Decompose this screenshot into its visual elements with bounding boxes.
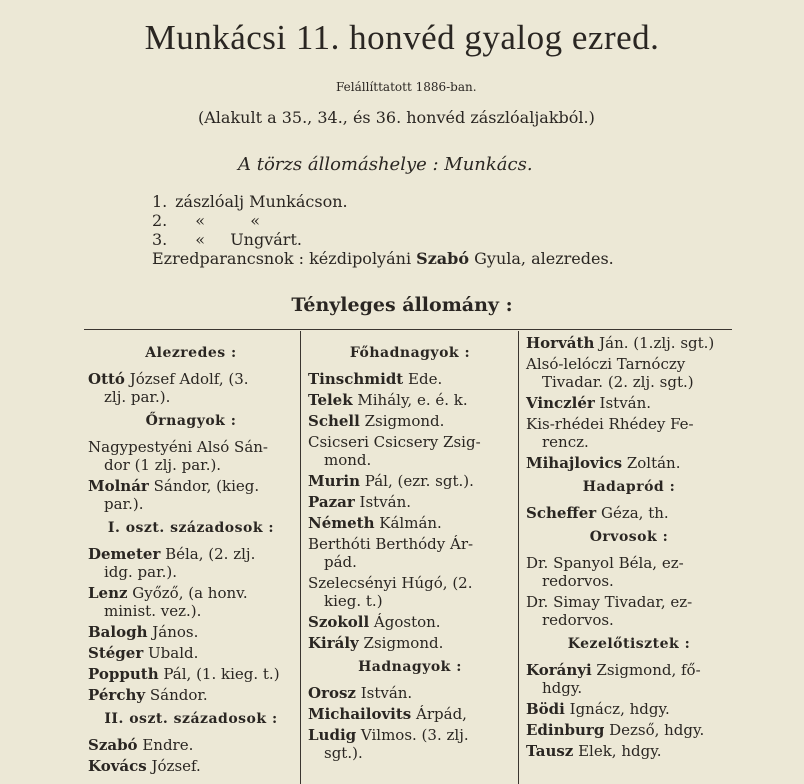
garrison-row-1: 1. zászlóalj Munkácson. [152, 192, 348, 211]
officer-entry [308, 493, 512, 511]
entry-text: Zsigmond, fő- [591, 661, 701, 679]
entry-text: Sándor. [145, 686, 208, 704]
officer-entry [308, 634, 512, 652]
surname: Scheffer [526, 504, 597, 522]
entry-line [526, 355, 732, 373]
entry-continuation: dor (1 zlj. par.). [104, 456, 222, 474]
surname: Pazar [308, 493, 355, 511]
entry-text: Pál, (ezr. sgt.). [360, 472, 474, 490]
officer-entry [526, 454, 732, 472]
officer-entry [308, 391, 512, 409]
entry-text: Ignácz, hdgy. [564, 700, 670, 718]
surname: Murin [308, 472, 361, 490]
surname: Szabó [88, 736, 138, 754]
surname: Ludig [308, 726, 357, 744]
surname: Schell [308, 412, 360, 430]
entry-continuation: minist. vez.). [104, 602, 202, 620]
surname: Tinschmidt [308, 370, 404, 388]
officer-entry [526, 355, 732, 391]
entry-text: Ubald. [143, 644, 199, 662]
entry-line [308, 472, 512, 490]
surname: Molnár [88, 477, 149, 495]
surname: Demeter [88, 545, 161, 563]
regiment-title: Munkácsi 11. honvéd gyalog ezred. [144, 18, 660, 57]
officer-entry [88, 736, 294, 754]
roster-column-1 [88, 334, 294, 778]
entry-line [526, 504, 732, 522]
entry-text: József. [146, 757, 201, 775]
officer-entry [308, 726, 512, 762]
surname: Bödi [526, 700, 565, 718]
entry-line [526, 454, 732, 472]
entry-text: Zsigmond. [359, 412, 445, 430]
entry-text: Szelecsényi Húgó, (2. [308, 574, 473, 592]
entry-text: István. [354, 493, 412, 511]
entry-line [88, 370, 294, 388]
surname: Stéger [88, 644, 144, 662]
entry-text: Berthóti Berthódy Ár- [308, 535, 474, 553]
officer-entry [308, 613, 512, 631]
officer-entry [308, 370, 512, 388]
surname: Ottó [88, 370, 125, 388]
entry-line [308, 726, 512, 744]
entry-line [308, 634, 512, 652]
entry-line [308, 535, 512, 553]
entry-line [88, 623, 294, 641]
entry-line [308, 412, 512, 430]
surname: Korányi [526, 661, 592, 679]
founded-line: Felállíttatott 1886-ban. [336, 80, 477, 94]
officer-entry [526, 593, 732, 629]
origin-line: (Alakult a 35., 34., és 36. honvéd zászlóaljakból.) [198, 108, 595, 127]
entry-text: Elek, hdgy. [573, 742, 662, 760]
entry-continuation: hdgy. [542, 679, 583, 697]
officer-entry [88, 545, 294, 581]
entry-line [526, 554, 732, 572]
entry-line [308, 370, 512, 388]
rank-heading: II. oszt. századosok : [104, 711, 278, 727]
entry-continuation: rencz. [542, 433, 589, 451]
rank-heading: Főhadnagyok : [349, 345, 471, 361]
entry-continuation: mond. [324, 451, 372, 469]
surname: Kovács [88, 757, 147, 775]
entry-continuation: redorvos. [542, 572, 614, 590]
staff-heading: Tényleges állomány : [291, 294, 513, 316]
surname: Lenz [88, 584, 128, 602]
officer-entry [308, 684, 512, 702]
entry-text: János. [147, 623, 199, 641]
officer-entry [88, 644, 294, 662]
entry-text: Nagypestyéni Alsó Sán- [88, 438, 268, 456]
entry-line [88, 736, 294, 754]
surname: Popputh [88, 665, 159, 683]
garrison-row-2: 2. « « [152, 211, 261, 230]
surname: Michailovits [308, 705, 412, 723]
entry-line [88, 665, 294, 683]
rank-heading: I. oszt. századosok : [107, 520, 275, 536]
entry-continuation: par.). [104, 495, 144, 513]
officer-entry [308, 514, 512, 532]
officer-entry [526, 742, 732, 760]
entry-line [308, 433, 512, 451]
rank-heading: Őrnagyok : [145, 413, 237, 429]
officer-entry [526, 661, 732, 697]
entry-text: Sándor, (kieg. [148, 477, 260, 495]
entry-line [88, 477, 294, 495]
entry-text: Endre. [137, 736, 194, 754]
roster-column-3 [526, 334, 732, 763]
entry-line [88, 545, 294, 563]
entry-line [88, 584, 294, 602]
surname: Németh [308, 514, 375, 532]
surname: Pérchy [88, 686, 146, 704]
officer-entry [526, 504, 732, 522]
officer-entry [308, 433, 512, 469]
entry-text: Dr. Spanyol Béla, ez- [526, 554, 684, 572]
entry-text: Dr. Simay Tivadar, ez- [526, 593, 693, 611]
rank-heading: Orvosok : [589, 529, 669, 545]
entry-text: Árpád, [411, 705, 467, 723]
entry-line [526, 700, 732, 718]
entry-text: Alsó-lelóczi Tarnóczy [526, 355, 686, 373]
entry-text: Ede. [403, 370, 443, 388]
commander-line: Ezredparancsnok : kézdipolyáni Szabó Gyula, alezredes. [152, 249, 614, 268]
entry-line [526, 593, 732, 611]
entry-continuation: redorvos. [542, 611, 614, 629]
entry-line [526, 721, 732, 739]
entry-line [308, 684, 512, 702]
officer-entry [88, 623, 294, 641]
surname: Szokoll [308, 613, 370, 631]
officer-entry [88, 584, 294, 620]
surname: Vinczlér [526, 394, 595, 412]
entry-continuation: idg. par.). [104, 563, 177, 581]
entry-text: Zsigmond. [358, 634, 444, 652]
entry-text: István. [594, 394, 652, 412]
entry-text: Béla, (2. zlj. [160, 545, 256, 563]
entry-line [308, 705, 512, 723]
entry-text: Csicseri Csicsery Zsig- [308, 433, 481, 451]
officer-entry [526, 415, 732, 451]
entry-text: Ágoston. [369, 613, 441, 631]
column-divider [300, 331, 301, 784]
surname: Király [308, 634, 359, 652]
entry-text: Kálmán. [374, 514, 442, 532]
entry-line [308, 514, 512, 532]
entry-line [526, 334, 732, 352]
column-divider [518, 331, 519, 784]
officer-entry [88, 665, 294, 683]
entry-text: Ján. (1.zlj. sgt.) [594, 334, 715, 352]
rank-heading: Hadnagyok : [358, 659, 462, 675]
entry-line [526, 415, 732, 433]
surname: Balogh [88, 623, 148, 641]
entry-line [308, 391, 512, 409]
roster-column-2 [308, 334, 512, 765]
officer-entry [308, 472, 512, 490]
entry-line [88, 438, 294, 456]
officer-entry [308, 574, 512, 610]
entry-continuation: Tivadar. (2. zlj. sgt.) [542, 373, 694, 391]
officer-entry [308, 705, 512, 723]
rank-heading: Hadapród : [582, 479, 676, 495]
entry-text: István. [355, 684, 413, 702]
officer-entry [526, 721, 732, 739]
entry-text: Kis-rhédei Rhédey Fe- [526, 415, 694, 433]
officer-entry [526, 394, 732, 412]
officer-entry [88, 757, 294, 775]
officer-entry [88, 686, 294, 704]
surname: Telek [308, 391, 353, 409]
entry-text: Győző, (a honv. [127, 584, 248, 602]
hq-line: A törzs állomáshelye : Munkács. [238, 154, 533, 175]
entry-line [88, 757, 294, 775]
entry-line [526, 394, 732, 412]
surname: Mihajlovics [526, 454, 623, 472]
entry-line [526, 742, 732, 760]
entry-text: Géza, th. [596, 504, 669, 522]
surname: Edinburg [526, 721, 605, 739]
entry-line [88, 686, 294, 704]
table-top-rule [84, 329, 732, 330]
entry-line [308, 574, 512, 592]
rank-heading: Alezredes : [145, 345, 237, 361]
officer-entry [308, 535, 512, 571]
entry-continuation: pád. [324, 553, 357, 571]
garrison-row-3: 3. « Ungvárt. [152, 230, 302, 249]
officer-entry [526, 700, 732, 718]
surname: Horváth [526, 334, 595, 352]
garrison-list [152, 192, 614, 268]
entry-text: József Adolf, (3. [124, 370, 249, 388]
entry-text: Mihály, e. é. k. [352, 391, 468, 409]
entry-text: Dezső, hdgy. [604, 721, 705, 739]
entry-line [308, 613, 512, 631]
entry-text: Vilmos. (3. zlj. [356, 726, 469, 744]
surname: Tausz [526, 742, 574, 760]
officer-entry [526, 334, 732, 352]
officer-entry [308, 412, 512, 430]
officer-entry [88, 477, 294, 513]
entry-line [526, 661, 732, 679]
officer-entry [88, 438, 294, 474]
entry-continuation: kieg. t.) [324, 592, 383, 610]
entry-text: Zoltán. [622, 454, 681, 472]
surname: Orosz [308, 684, 356, 702]
entry-text: Pál, (1. kieg. t.) [158, 665, 280, 683]
rank-heading: Kezelőtisztek : [567, 636, 691, 652]
entry-continuation: zlj. par.). [104, 388, 171, 406]
officer-entry [88, 370, 294, 406]
entry-line [308, 493, 512, 511]
entry-line [88, 644, 294, 662]
officer-entry [526, 554, 732, 590]
entry-continuation: sgt.). [324, 744, 363, 762]
